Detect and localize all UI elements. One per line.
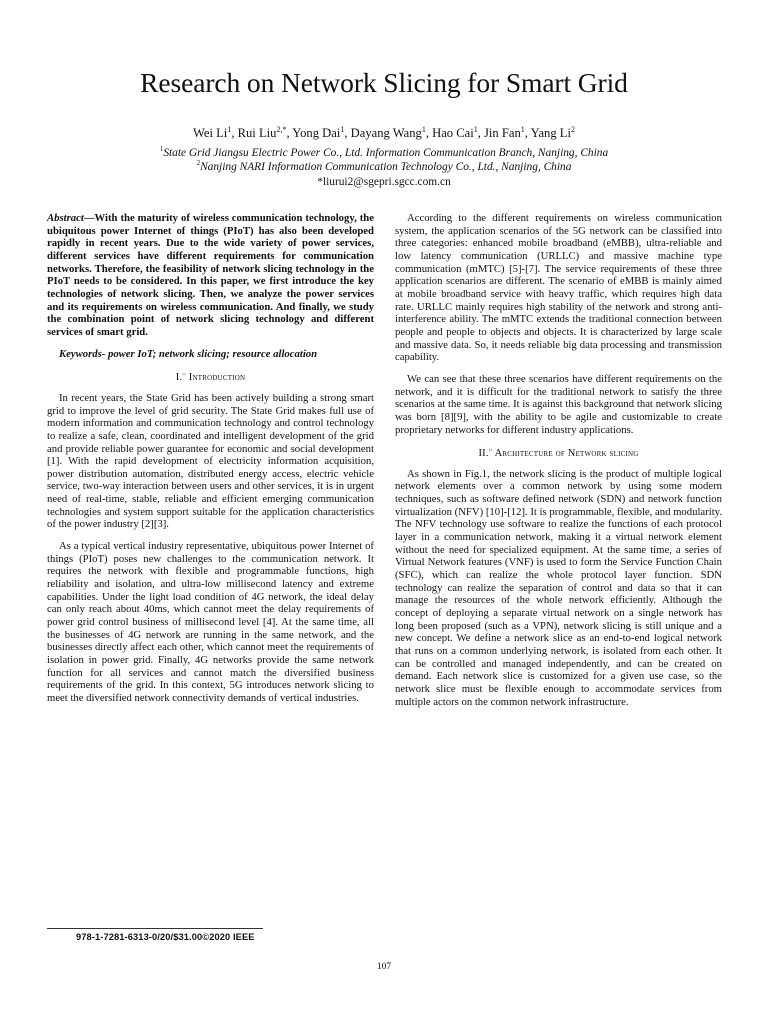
author: Wei Li$^1$ — [193, 124, 232, 140]
paragraph: As a typical vertical industry representative, ubiquitous power Internet of things (PIoT) poses new challenges to the communication network. It requires the network with flexible and programmable functions, high reliability and isolation, and ultra-low millisecond latency and extreme capabilities. Under the light load condition of 4G network, the ideal delay can only reach about 40ms, which cannot meet the delay requirements of power grid control business of millisecond level [4]. At the same time, all the businesses of 4G network are running in the same network, and the businesses directly affect each other, which cannot meet the requirements of isolation in power grid. Finally, 4G networks provide the same network function for all services and cannot match the diversified business requirements of the grid. In this context, 5G introduces network slicing to meet the diversified network connectivity demands of vertical industries. — [47, 540, 374, 704]
left-column — [47, 212, 374, 705]
paragraph: We can see that these three scenarios have different requirements on the network, and it is difficult for the traditional network to satisfy the three scenarios at the same time. It is against this background that network slicing was born [8][9], with the ability to be agile and customizable to create proprietary networks for different industry applications. — [395, 372, 722, 436]
keywords: Keywords- power IoT; network slicing; resource allocation — [59, 347, 318, 360]
paper-title: Research on Network Slicing for Smart Grid — [140, 67, 628, 98]
footnote-rule — [47, 928, 263, 929]
author: Yong Dai$^1$ — [292, 124, 345, 140]
paragraph: In recent years, the State Grid has been actively building a strong smart grid to improve the level of grid security. The State Grid makes full use of modern information and communication technology and control technology to realize a safe, clean, coordinated and intelligent development of the grid and provide reliable power guarantee for economic and social development [1]. With the rapid development of electricity information acquisition, power distribution automation, distributed energy access, electric vehicle service, two-way interaction between users and other services, it is in urgent need of real-time, stable, reliable and efficient emerging communication technologies and system support suitable for the application characteristics of the power industry [2][3]. — [47, 391, 374, 531]
corresponding-email: *liurui2@sgepri.sgcc.com.cn — [317, 176, 451, 188]
author: Rui Liu$^{2,*}$ — [237, 124, 287, 140]
author: Yang Li$^2$ — [530, 124, 575, 140]
abstract: Abstract—With the maturity of wireless communication technology, the ubiquitous power Internet of things (PIoT) has also been developed rapidly in recent years. Due to the wide variety of power services, different services have different requirements for communication networks. Therefore, the feasibility of network slicing technology in the PIoT needs to be considered. In this paper, we first introduce the key technologies of network slicing. Then, we analyze the power services and its requirements on wireless communication. And finally, we study the combination point of network slicing technology and different services of smart grid. — [47, 212, 374, 338]
paragraph: According to the different requirements on wireless communication system, the application scenarios of the 5G network can be classified into three categories: enhanced mobile broadband (eMBB), ultra-reliable and low latency communication (URLLC) and massive machine type communication (mMTC) [5]-[7]. The service requirements of these three application scenarios are different. The scenario of eMBB is mainly aimed at mobile broadband service with heavy traffic, which requires high data rate. URLLC mainly requires high stability of the network and strong anti-interference ability. The mMTC extends the traditional connection between people and people to objects and objects. It is characterized by large scale and massive data. So, it needs reliable big data processing and transmission capability. — [395, 212, 722, 364]
copyright-footnote: 978-1-7281-6313-0/20/$31.00©2020 IEEE — [76, 932, 255, 942]
affiliation-2: $^2$Nanjing NARI Information Communication Technology Co., Ltd., Nanjing, China — [196, 159, 572, 173]
author: Jin Fan$^1$ — [484, 124, 525, 140]
page-number: 107 — [376, 962, 392, 972]
author-list: Wei Li$^1$, Rui Liu$^{2,*}$, Yong Dai$^1$, Dayang Wang$^1$, Hao Cai$^1$, Jin Fan$^1$, Yang Li$^2$ — [193, 124, 575, 140]
author: Dayang Wang$^1$ — [350, 124, 426, 140]
section-heading-introduction: I.¨ Introduction — [175, 372, 246, 384]
section-heading-architecture: II.¨ Architecture of Network slicing — [478, 448, 639, 460]
author: Hao Cai$^1$ — [432, 124, 478, 140]
paragraph: As shown in Fig.1, the network slicing is the product of multiple logical network elements over a common network by using some modern techniques, such as software defined network (SDN) and network function virtualization (NFV) [10]-[12]. It is programmable, flexible, and modularity. The NFV technology use software to realize the functions of each protocol layer in a communication network, making it a virtual network element without the need for specialized equipment. At the same time, a series of Virtual Network features (VNF) is used to form the Service Function Chain (SFC), which can realize the whole protocol layer function. SDN technology can realize the separation of control and data so that it can manage the resources of the whole network efficiently. Although the concept of deploying a separate virtual network on a single network has long been proposed (such as a VPN), network slicing is still unique and a new concept. We define a network slice as an end-to-end logical network that runs on a common underlying network, is isolated from each other. It can be controlled and managed independently, and can be created on demand. Each network slice is customized for a given use case, so the network slice must be flexible enough to accommodate services from multiple actors on the common network infrastructure. — [395, 467, 722, 708]
right-column — [395, 212, 722, 708]
affiliation-1: $^1$State Grid Jiangsu Electric Power Co., Ltd. Information Communication Branch, Nanjing, China — [159, 145, 609, 159]
